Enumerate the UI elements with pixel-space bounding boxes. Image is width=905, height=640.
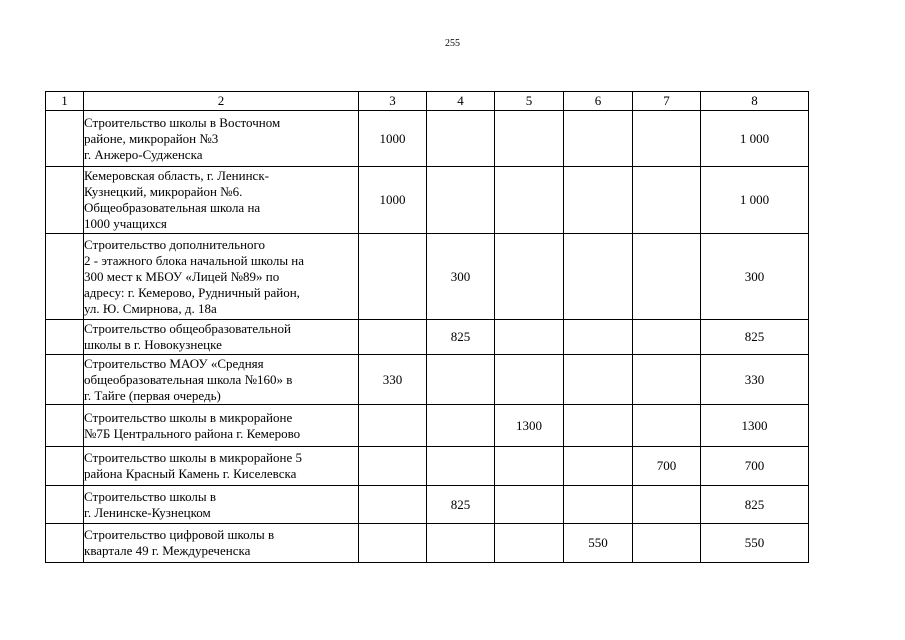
cell-col-6: [564, 355, 633, 405]
cell-col-5: [495, 524, 564, 563]
header-col-1: 1: [46, 92, 84, 111]
cell-col-6: [564, 405, 633, 447]
description-line: квартале 49 г. Междуреченска: [84, 543, 251, 558]
cell-col-7: [633, 167, 701, 234]
cell-col-1: [46, 355, 84, 405]
cell-col-4: [427, 447, 495, 486]
header-col-3: 3: [359, 92, 427, 111]
cell-col-5: [495, 320, 564, 355]
cell-col-6: [564, 234, 633, 320]
header-row: [46, 92, 809, 111]
cell-col-4: 825: [427, 486, 495, 524]
cell-description: [84, 234, 359, 320]
description-line: школы в г. Новокузнецке: [84, 337, 222, 352]
cell-col-4: 300: [427, 234, 495, 320]
table-row: [46, 486, 809, 524]
description-line: №7Б Центрального района г. Кемерово: [84, 425, 301, 441]
cell-col-6: [564, 447, 633, 486]
cell-col-3: [359, 486, 427, 524]
header-col-6: 6: [564, 92, 633, 111]
cell-col-8: 300: [701, 234, 809, 320]
cell-col-6: [564, 486, 633, 524]
cell-col-8: 1300: [701, 405, 809, 447]
table-row: [46, 447, 809, 486]
cell-col-3: [359, 524, 427, 563]
cell-col-7: [633, 405, 701, 447]
cell-col-8: 825: [701, 486, 809, 524]
table-row: [46, 320, 809, 355]
description-line: Строительство цифровой школы в: [84, 527, 275, 542]
description-line: Строительство МАОУ «Средняя: [84, 355, 264, 371]
cell-col-6: [564, 167, 633, 234]
cell-col-4: [427, 355, 495, 405]
table-row: [46, 405, 809, 447]
header-col-7: 7: [633, 92, 701, 111]
description-line: Кемеровская область, г. Ленинск-: [84, 168, 269, 183]
cell-col-7: [633, 111, 701, 167]
cell-description: [84, 111, 359, 167]
cell-description: [84, 405, 359, 447]
cell-col-8: 1 000: [701, 111, 809, 167]
cell-col-3: 1000: [359, 167, 427, 234]
table-row: [46, 167, 809, 234]
table-row: [46, 111, 809, 167]
table-row: [46, 355, 809, 405]
description-line: 2 - этажного блока начальной школы на: [84, 252, 305, 268]
page-number: 255: [445, 38, 460, 49]
budget-table: [45, 91, 809, 563]
cell-col-5: [495, 447, 564, 486]
cell-col-1: [46, 405, 84, 447]
table-row: [46, 524, 809, 563]
cell-col-5: [495, 234, 564, 320]
cell-col-1: [46, 234, 84, 320]
cell-col-4: [427, 405, 495, 447]
header-col-5: 5: [495, 92, 564, 111]
description-line: Строительство школы в микрорайоне: [84, 409, 293, 425]
cell-col-3: [359, 405, 427, 447]
cell-col-1: [46, 524, 84, 563]
description-line: общеобразовательная школа №160» в: [84, 371, 293, 387]
cell-col-5: [495, 167, 564, 234]
header-col-8: 8: [701, 92, 809, 111]
cell-col-3: 1000: [359, 111, 427, 167]
cell-col-5: 1300: [495, 405, 564, 447]
cell-col-5: [495, 111, 564, 167]
cell-description: [84, 167, 359, 234]
cell-col-3: 330: [359, 355, 427, 405]
description-line: Строительство общеобразовательной: [84, 321, 291, 336]
description-line: г. Ленинске-Кузнецком: [84, 504, 211, 520]
cell-col-8: 825: [701, 320, 809, 355]
cell-col-4: [427, 524, 495, 563]
description-line: Общеобразовательная школа на: [84, 200, 261, 215]
table-body: [46, 111, 809, 563]
cell-col-3: [359, 320, 427, 355]
description-line: Строительство школы в: [84, 488, 217, 504]
cell-col-5: [495, 486, 564, 524]
description-line: районе, микрорайон №3: [84, 130, 219, 146]
table-row: [46, 234, 809, 320]
description-line: Строительство школы в Восточном: [84, 114, 281, 130]
cell-col-1: [46, 447, 84, 486]
cell-col-1: [46, 167, 84, 234]
cell-col-1: [46, 320, 84, 355]
cell-col-7: [633, 320, 701, 355]
cell-col-3: [359, 447, 427, 486]
cell-col-6: [564, 320, 633, 355]
cell-col-8: 700: [701, 447, 809, 486]
cell-col-7: [633, 486, 701, 524]
description-line: Строительство дополнительного: [84, 236, 266, 252]
cell-col-4: [427, 111, 495, 167]
cell-col-7: [633, 524, 701, 563]
cell-description: [84, 447, 359, 486]
cell-col-5: [495, 355, 564, 405]
cell-description: [84, 320, 359, 355]
description-line: района Красный Камень г. Киселевска: [84, 466, 297, 481]
description-line: Строительство школы в микрорайоне 5: [84, 450, 302, 465]
cell-col-3: [359, 234, 427, 320]
cell-description: [84, 486, 359, 524]
cell-col-8: 550: [701, 524, 809, 563]
cell-col-4: 825: [427, 320, 495, 355]
description-line: 300 мест к МБОУ «Лицей №89» по: [84, 268, 280, 284]
cell-description: [84, 524, 359, 563]
description-line: г. Анжеро-Судженска: [84, 146, 203, 162]
cell-col-7: [633, 355, 701, 405]
description-line: 1000 учащихся: [84, 216, 167, 231]
header-col-2: 2: [84, 92, 359, 111]
description-line: адресу: г. Кемерово, Рудничный район,: [84, 284, 300, 300]
cell-description: [84, 355, 359, 405]
description-line: ул. Ю. Смирнова, д. 18а: [84, 300, 217, 316]
cell-col-8: 1 000: [701, 167, 809, 234]
cell-col-8: 330: [701, 355, 809, 405]
header-col-4: 4: [427, 92, 495, 111]
cell-col-6: 550: [564, 524, 633, 563]
cell-col-6: [564, 111, 633, 167]
cell-col-7: 700: [633, 447, 701, 486]
cell-col-7: [633, 234, 701, 320]
cell-col-1: [46, 486, 84, 524]
cell-col-4: [427, 167, 495, 234]
description-line: Кузнецкий, микрорайон №6.: [84, 184, 243, 199]
description-line: г. Тайге (первая очередь): [84, 387, 221, 403]
cell-col-1: [46, 111, 84, 167]
